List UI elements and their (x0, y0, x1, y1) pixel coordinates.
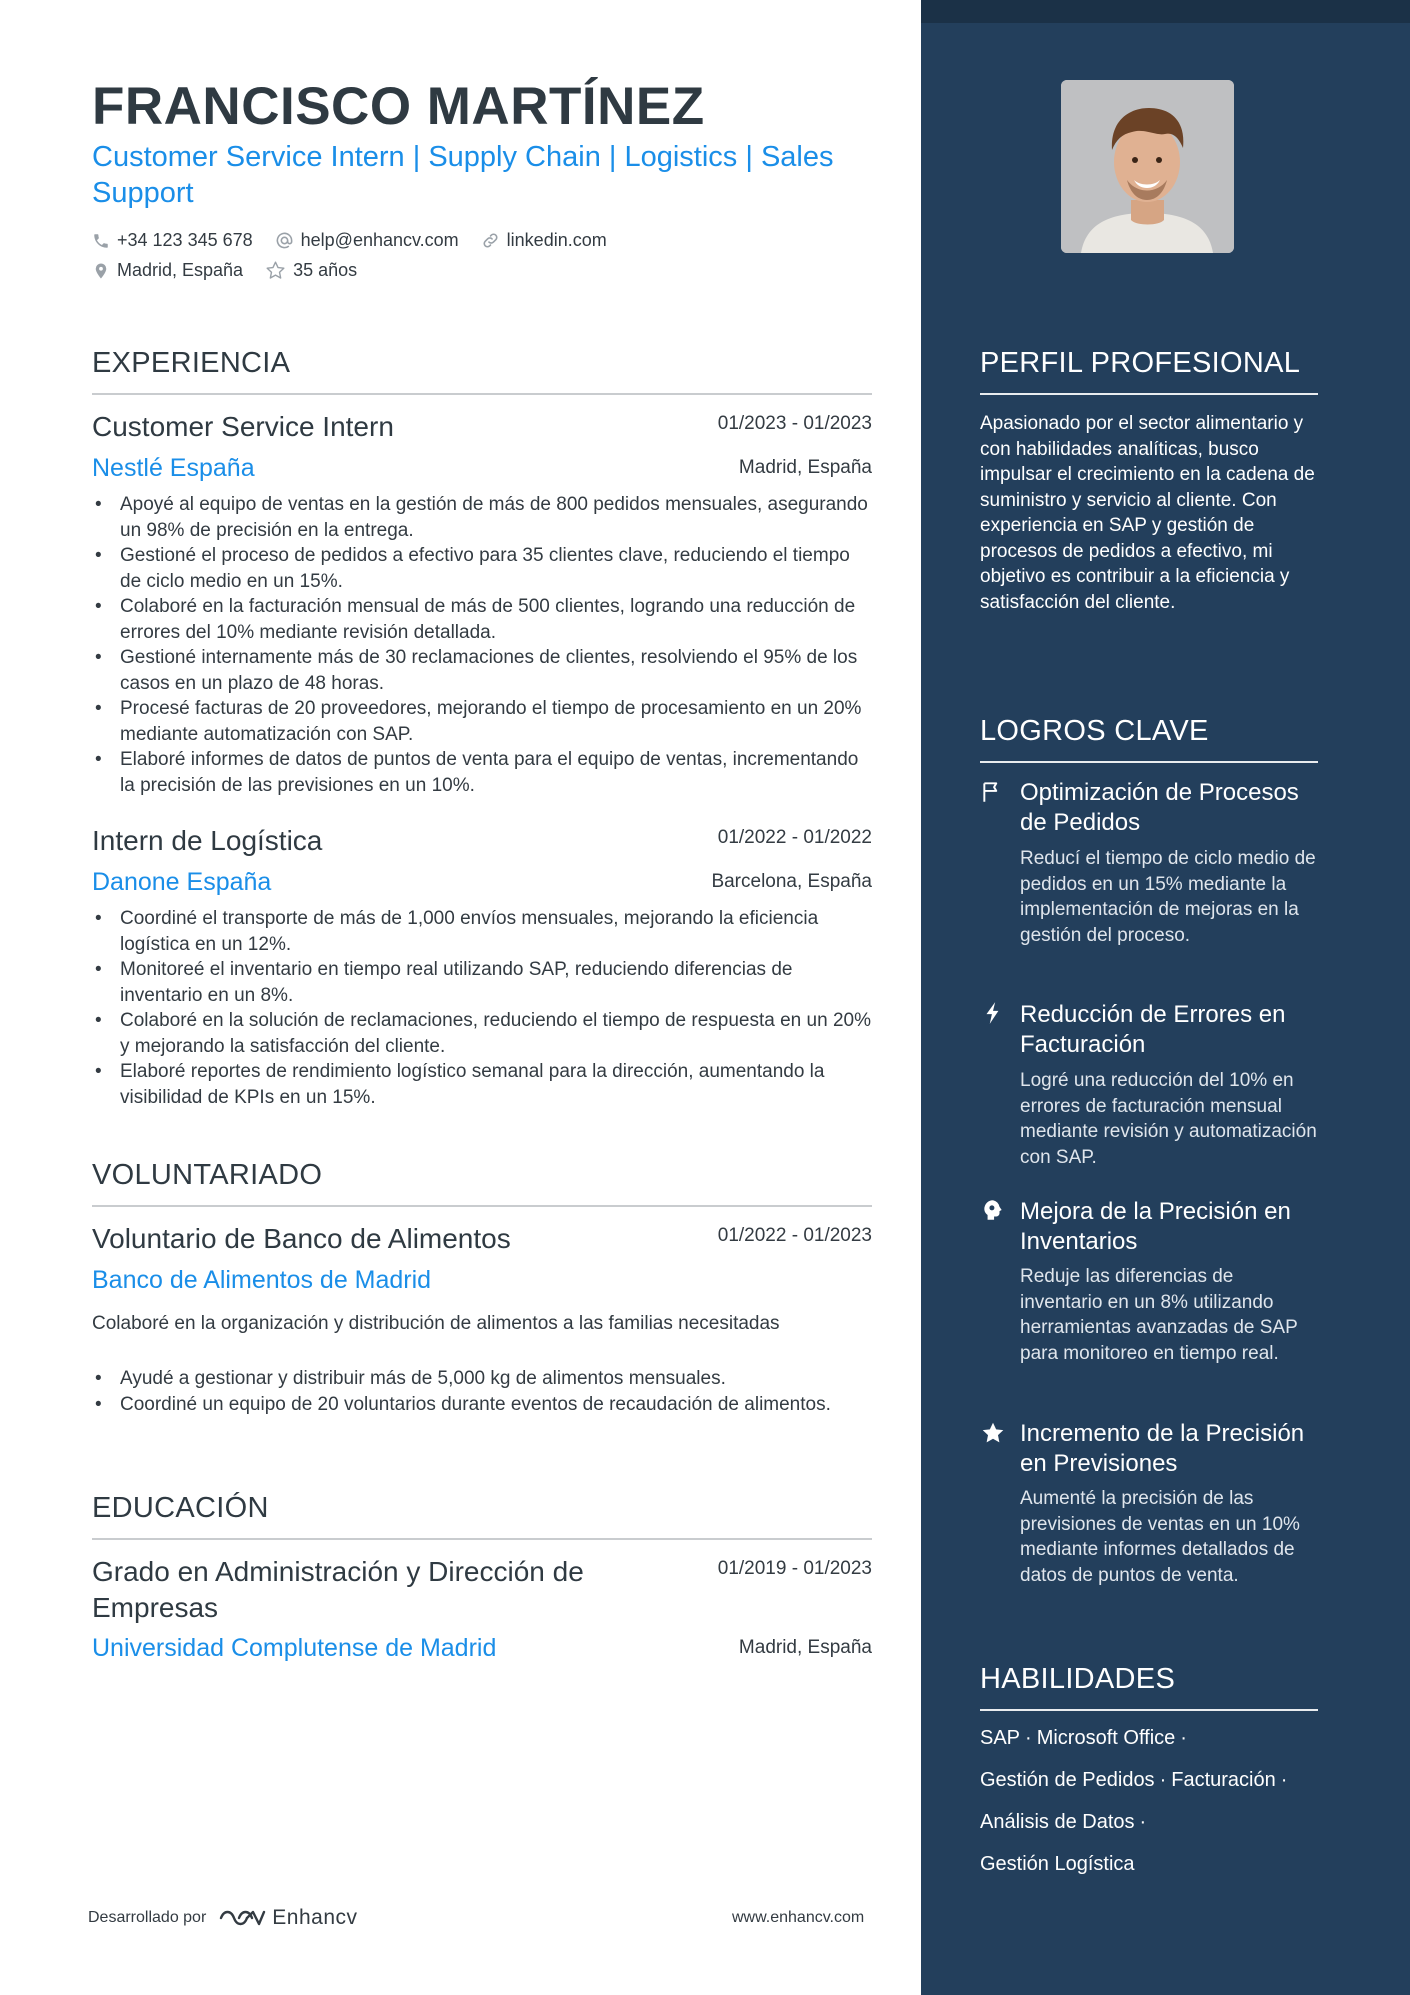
brain-icon (980, 1197, 1006, 1223)
company-name: Nestlé España (92, 454, 255, 482)
bullet-item: • Gestioné internamente más de 30 reclamaciones de clientes, resolviendo el 95% de los casos en un plazo de 48 horas. (92, 645, 874, 696)
volunteer-description: Colaboré en la organización y distribución de alimentos a las familias necesitadas (92, 1313, 780, 1334)
company-name: Danone España (92, 868, 272, 896)
age-contact (265, 260, 357, 281)
achievement-text: Reducí el tiempo de ciclo medio de pedidos en un 15% mediante la implementación de mejoras en la gestión del proceso. (1020, 848, 1316, 946)
skill-separator: · (1280, 1769, 1288, 1791)
phone-contact[interactable] (92, 230, 253, 251)
skill-tag: Facturación (1171, 1769, 1276, 1791)
linkedin-text: linkedin.com (506, 230, 607, 250)
star-icon (980, 1420, 1006, 1446)
bullet-item: • Procesé facturas de 20 proveedores, mejorando el tiempo de procesamiento en un 20% mediante automatización con SAP. (92, 696, 874, 747)
job-title: Customer Service Intern (92, 411, 394, 442)
education-section-title: EDUCACIÓN (92, 1492, 269, 1524)
location-contact (92, 260, 243, 281)
achievements-section-title: LOGROS CLAVE (980, 715, 1209, 747)
age-text: 35 años (293, 260, 358, 280)
star-outline-icon (265, 260, 286, 281)
footer-branding (88, 1906, 358, 1930)
education-date: 01/2019 - 01/2023 (717, 1558, 872, 1579)
experience-divider (92, 393, 872, 395)
bullet-item: • Elaboré reportes de rendimiento logístico semanal para la dirección, aumentando la visibilidad de KPIs en un 15%. (92, 1059, 874, 1110)
achievement-title: Mejora de la Precisión en Inventarios (1020, 1198, 1291, 1255)
volunteer-bullets (92, 1366, 874, 1417)
achievements-divider (980, 761, 1318, 763)
avatar-icon (1061, 80, 1234, 253)
volunteering-divider (92, 1205, 872, 1207)
contact-row-2 (92, 260, 379, 281)
achievement-text: Reduje las diferencias de inventario en un 8% utilizando herramientas avanzadas de SAP para monitoreo en tiempo real. (1020, 1266, 1298, 1364)
volunteer-date: 01/2022 - 01/2023 (717, 1225, 872, 1246)
enhancv-logo-icon (218, 1906, 266, 1930)
job-bullets (92, 906, 874, 1110)
volunteering-section-title: VOLUNTARIADO (92, 1159, 323, 1191)
profile-photo (1061, 80, 1234, 253)
skills-line (980, 1727, 1192, 1750)
bullet-item: • Ayudé a gestionar y distribuir más de 5,000 kg de alimentos mensuales. (92, 1366, 874, 1392)
phone-icon (92, 232, 110, 250)
bullet-item: • Elaboré informes de datos de puntos de venta para el equipo de ventas, incrementando la precisión de las previsiones en un 10%. (92, 747, 874, 798)
skill-separator: · (1139, 1811, 1147, 1833)
bullet-item: • Colaboré en la facturación mensual de más de 500 clientes, logrando una reducción de errores del 10% mediante revisión detallada. (92, 594, 874, 645)
achievement-title: Reducción de Errores en Facturación (1020, 1001, 1286, 1058)
achievement-text: Logré una reducción del 10% en errores de facturación mensual mediante revisión y automatización con SAP. (1020, 1070, 1317, 1168)
achievement-title: Incremento de la Precisión en Previsiones (1020, 1420, 1305, 1477)
link-icon (481, 231, 500, 250)
degree-title: Grado en Administración y Dirección de Empresas (92, 1556, 584, 1623)
job-date: 01/2022 - 01/2022 (717, 827, 872, 848)
linkedin-contact[interactable] (481, 230, 607, 251)
headline: Customer Service Intern | Supply Chain | Logistics | Sales Support (92, 141, 834, 209)
bullet-item: • Gestioné el proceso de pedidos a efectivo para 35 clientes clave, reduciendo el tiempo de ciclo medio en un 15%. (92, 543, 874, 594)
skills-line (980, 1811, 1151, 1834)
profile-section-title: PERFIL PROFESIONAL (980, 347, 1301, 379)
bullet-item: • Apoyé al equipo de ventas en la gestión de más de 800 pedidos mensuales, asegurando un 98% de precisión en la entrega. (92, 492, 874, 543)
achievement-title: Optimización de Procesos de Pedidos (1020, 779, 1299, 836)
footer-website[interactable]: www.enhancv.com (732, 1909, 865, 1926)
bullet-item: • Monitoreé el inventario en tiempo real utilizando SAP, reduciendo diferencias de inventario en un 8%. (92, 957, 874, 1008)
phone-text: +34 123 345 678 (117, 230, 253, 250)
experience-section-title: EXPERIENCIA (92, 347, 291, 379)
email-text: help@enhancv.com (300, 230, 459, 250)
bullet-item: • Colaboré en la solución de reclamaciones, reduciendo el tiempo de respuesta en un 20% y mejorando la satisfacción del cliente. (92, 1008, 874, 1059)
skill-tag: SAP (980, 1727, 1021, 1749)
contact-row-1 (92, 230, 629, 251)
at-icon (275, 231, 294, 250)
skill-tag: Análisis de Datos (980, 1811, 1135, 1833)
education-divider (92, 1538, 872, 1540)
powered-by-text: Desarrollado por (88, 1909, 207, 1926)
skills-section-title: HABILIDADES (980, 1663, 1176, 1695)
lightning-icon (980, 1000, 1006, 1026)
skill-tag: Gestión de Pedidos (980, 1769, 1155, 1791)
flag-icon (980, 779, 1006, 805)
achievement-text: Aumenté la precisión de las previsiones de ventas en un 10% mediante informes detallados de datos de puntos de venta. (1020, 1488, 1300, 1586)
education-location: Madrid, España (738, 1637, 872, 1658)
skills-divider (980, 1709, 1318, 1711)
job-location: Madrid, España (738, 457, 872, 478)
location-text: Madrid, España (117, 260, 244, 280)
profile-summary: Apasionado por el sector alimentario y con habilidades analíticas, busco impulsar el crecimiento en la cadena de suministro y servicio al cliente. Con experiencia en SAP y gestión de procesos de pedidos a efectivo, mi objetivo es contribuir a la eficiencia y satisfacción del cliente. (980, 413, 1315, 613)
profile-divider (980, 393, 1318, 395)
sidebar-top-bar (921, 0, 1410, 23)
enhancv-brand-text: Enhancv (272, 1906, 358, 1929)
job-bullets (92, 492, 874, 798)
volunteer-org: Banco de Alimentos de Madrid (92, 1266, 432, 1294)
skills-line (980, 1769, 1292, 1792)
bullet-item: • Coordiné un equipo de 20 voluntarios durante eventos de recaudación de alimentos. (92, 1392, 874, 1418)
bullet-item: • Coordiné el transporte de más de 1,000 envíos mensuales, mejorando la eficiencia logística en un 12%. (92, 906, 874, 957)
skill-separator: · (1180, 1727, 1187, 1749)
volunteer-role: Voluntario de Banco de Alimentos (92, 1223, 511, 1254)
location-pin-icon (92, 261, 110, 281)
school-name: Universidad Complutense de Madrid (92, 1634, 497, 1662)
skill-separator: · (1159, 1769, 1167, 1791)
skills-line (980, 1853, 1135, 1876)
job-date: 01/2023 - 01/2023 (717, 413, 872, 434)
email-contact[interactable] (275, 230, 459, 251)
skill-separator: · (1025, 1727, 1032, 1749)
candidate-name: FRANCISCO MARTÍNEZ (92, 77, 705, 136)
skill-tag: Gestión Logística (980, 1853, 1135, 1875)
job-title: Intern de Logística (92, 825, 323, 856)
skill-tag: Microsoft Office (1036, 1727, 1176, 1749)
job-location: Barcelona, España (711, 871, 872, 892)
